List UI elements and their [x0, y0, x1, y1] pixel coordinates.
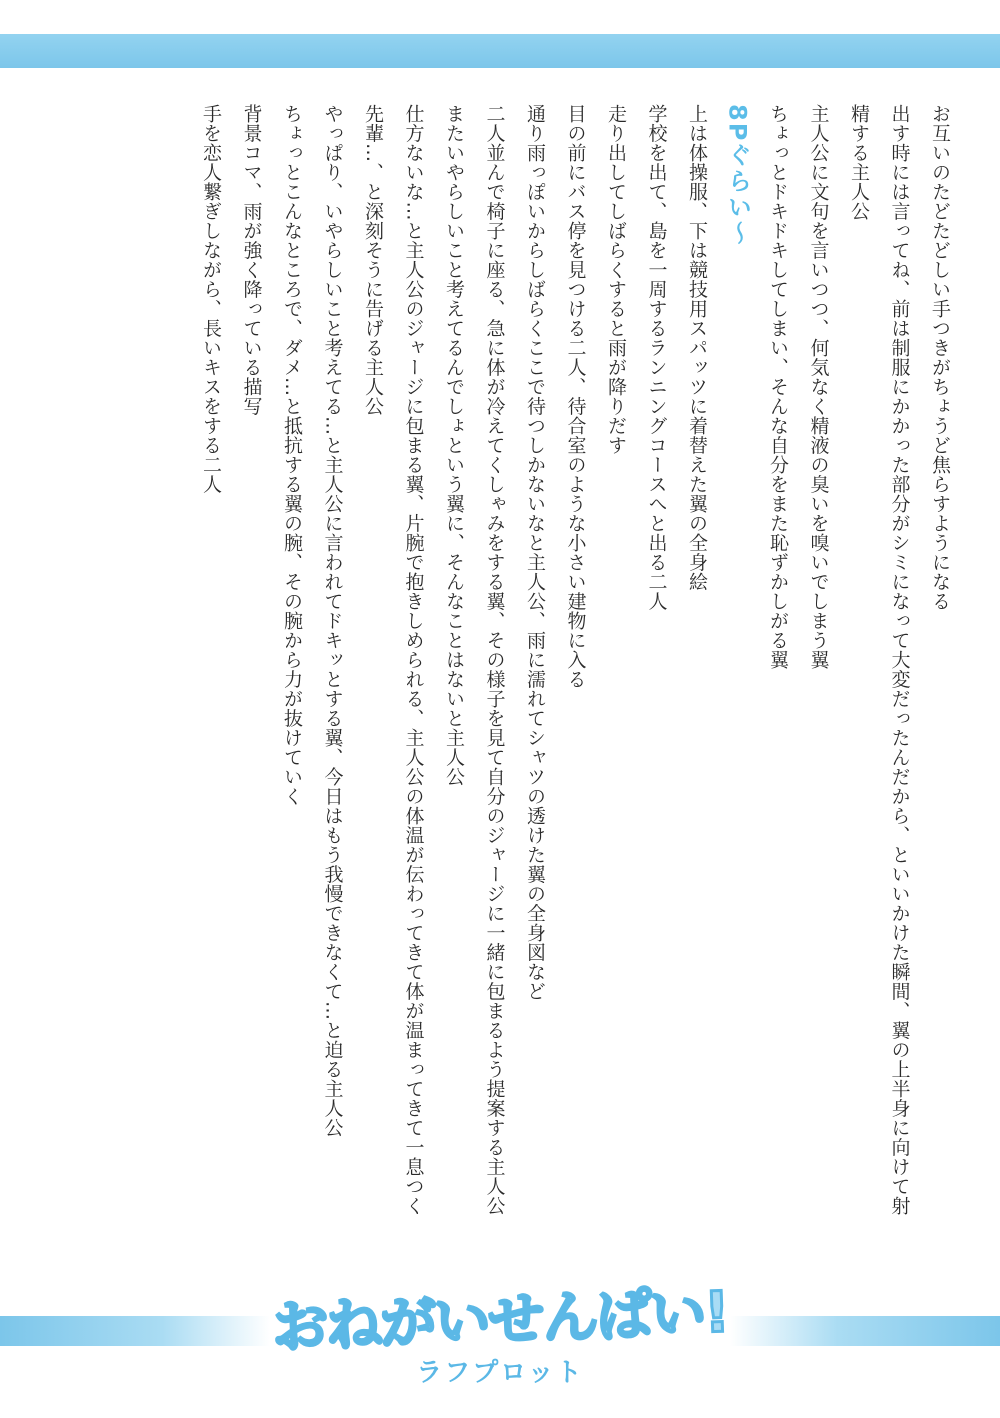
- text-line: またいやらしいこと考えてるんでしょという翼に、そんなことはないと主人公: [443, 104, 465, 787]
- text-line: 出す時には言ってね、前は制服にかかった部分がシミになって大変だったんだから、といいかけた瞬間、翼の上半身に向けて射: [888, 104, 911, 1216]
- text-line: やっぱり、いやらしいこと考えてる…と主人公に言われてドキッとする翼、今日はもう我慢できなくて…と迫る主人公: [321, 104, 344, 1138]
- text-line: 背景コマ、雨が強く降っている描写: [240, 104, 263, 416]
- text-line: 走り出してしばらくすると雨が降りだす: [605, 104, 627, 455]
- text-line: 主人公に文句を言いつつ、何気なく精液の臭いを嗅いでしまう翼: [807, 104, 830, 670]
- text-line: 先輩…、と深刻そうに告げる主人公: [362, 104, 384, 416]
- section-heading: 8Pぐらい～: [723, 104, 752, 247]
- text-line: お互いのたどたどしい手つきがちょうど焦らすようになる: [929, 104, 951, 611]
- text-line: 学校を出て、島を一周するランニングコースへと出る二人: [645, 104, 668, 611]
- footer-band-left: [0, 1316, 270, 1346]
- text-line: 手を恋人繋ぎしながら、長いキスをする二人: [200, 104, 222, 494]
- text-line: 精する主人公: [848, 104, 870, 221]
- text-line: 仕方ないな…と主人公のジャージに包まる翼、片腕で抱きしめられる、主人公の体温が伝わってきて体が温まってきて一息つく: [402, 104, 425, 1216]
- text-line: 目の前にバス停を見つける二人、待合室のような小さい建物に入る: [564, 104, 587, 689]
- title-logo: おねがいせんぱい!: [271, 1280, 729, 1361]
- top-header-band: [0, 34, 1000, 68]
- footer-band-right: [730, 1316, 1000, 1346]
- logo-subtitle: ラフプロット: [416, 1358, 584, 1388]
- text-line: 通り雨っぽいからしばらくここで待つしかないなと主人公、雨に濡れてシャツの透けた翼の全身図など: [524, 104, 546, 1001]
- text-line: ちょっとこんなところで、ダメ…と抵抗する翼の腕、その腕から力が抜けていく: [281, 104, 303, 806]
- text-line: 上は体操服、下は競技用スパッツに着替えた翼の全身絵: [686, 104, 708, 592]
- text-line: ちょっとドキドキしてしまい、そんな自分をまた恥ずかしがる翼: [767, 104, 789, 670]
- plot-text-body: [191, 104, 961, 1304]
- text-line: 二人並んで椅子に座る、急に体が冷えてくしゃみをする翼、その様子を見て自分のジャージに一緒に包まるよう提案する主人公: [483, 104, 506, 1216]
